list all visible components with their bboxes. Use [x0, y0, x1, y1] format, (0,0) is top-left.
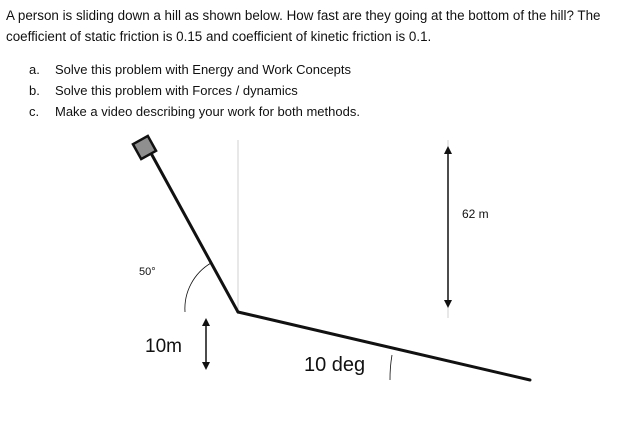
angle-arc-shallow: [390, 355, 392, 380]
drop-label: 10m: [145, 336, 182, 357]
task-text: Solve this problem with Forces / dynamics: [55, 83, 298, 98]
task-text: Make a video describing your work for both methods.: [55, 104, 360, 119]
steep-slope: [152, 155, 238, 312]
angle-arc-steep: [185, 263, 211, 312]
angle-label-shallow: 10 deg: [304, 354, 366, 376]
task-letter: a.: [29, 62, 40, 77]
shallow-slope: [238, 312, 530, 380]
height-label: 62 m: [462, 207, 489, 221]
problem-statement: A person is sliding down a hill as shown below. How fast are they going at the bottom of the hill? The coefficient of static friction is 0.15 and coefficient of kinetic friction is 0.1.: [6, 8, 601, 44]
angle-label-steep: 50°: [139, 266, 156, 278]
task-letter: b.: [29, 83, 40, 98]
task-text: Solve this problem with Energy and Work Concepts: [55, 62, 352, 77]
task-letter: c.: [29, 104, 40, 119]
